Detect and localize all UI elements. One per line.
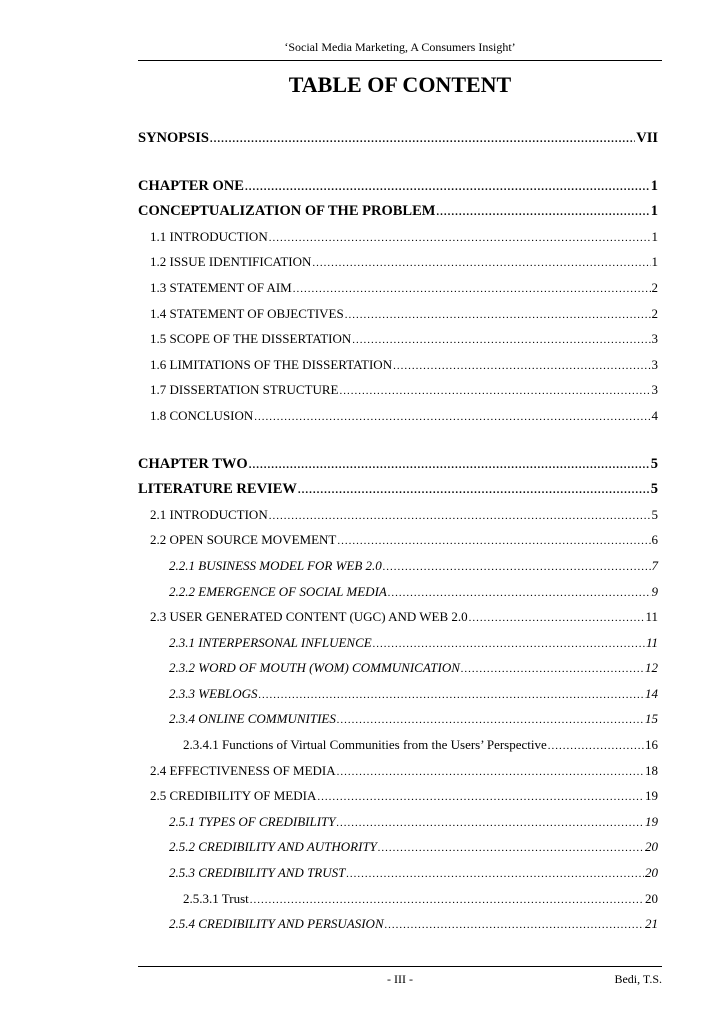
dot-leader: [378, 842, 644, 854]
dot-leader: [336, 817, 644, 829]
toc-entry-page: 9: [651, 583, 658, 599]
spacer: [138, 434, 658, 456]
toc-entry-page: 1: [650, 203, 658, 220]
toc-entry-label: LITERATURE REVIEW: [138, 481, 297, 498]
toc-entry-page: 5: [650, 455, 658, 472]
toc-entry-2-2-2[interactable]: [138, 584, 658, 610]
table-of-contents: [138, 130, 658, 942]
toc-entry-label: 1.4 STATEMENT OF OBJECTIVES: [150, 305, 344, 321]
toc-entry-page: VII: [636, 130, 658, 146]
toc-entry-label: 2.3.4 ONLINE COMMUNITIES: [169, 711, 336, 727]
toc-entry-2-1[interactable]: [138, 507, 658, 533]
toc-entry-page: 16: [645, 737, 658, 753]
toc-entry-label: 2.3.1 INTERPERSONAL INFLUENCE: [169, 634, 372, 650]
toc-entry-label: 1.5 SCOPE OF THE DISSERTATION: [150, 331, 352, 347]
toc-entry-page: 20: [645, 890, 658, 906]
dot-leader: [469, 612, 645, 624]
toc-entry-page: 4: [651, 407, 658, 423]
dot-leader: [461, 663, 644, 675]
running-header: ‘Social Media Marketing, A Consumers Insight’: [284, 40, 516, 54]
toc-entry-2-3-1[interactable]: [138, 635, 658, 661]
header-divider: [138, 60, 662, 61]
toc-entry-label: 2.5.3.1 Trust: [183, 890, 249, 906]
dot-leader: [249, 459, 650, 471]
toc-entry-2-3[interactable]: [138, 609, 658, 635]
toc-entry-2-5-4[interactable]: [138, 916, 658, 942]
toc-entry-2-3-3[interactable]: [138, 686, 658, 712]
page-number: - III -: [387, 972, 413, 986]
toc-entry-label: SYNOPSIS: [138, 130, 209, 146]
toc-entry-label: 2.3.3 WEBLOGS: [169, 685, 258, 701]
toc-entry-2-5-1[interactable]: [138, 814, 658, 840]
dot-leader: [383, 561, 651, 573]
toc-entry-page: 2: [651, 305, 658, 321]
toc-entry-label: CHAPTER ONE: [138, 177, 244, 194]
toc-entry-1-2[interactable]: [138, 254, 658, 280]
toc-entry-page: 1: [651, 254, 658, 270]
toc-entry-page: 1: [650, 177, 658, 194]
dot-leader: [340, 385, 651, 397]
toc-entry-1-6[interactable]: [138, 357, 658, 383]
toc-entry-label: 2.2.2 EMERGENCE OF SOCIAL MEDIA: [169, 583, 387, 599]
dot-leader: [298, 484, 650, 496]
toc-entry-label: 2.5.3 CREDIBILITY AND TRUST: [169, 865, 346, 881]
toc-entry-page: 20: [645, 865, 658, 881]
toc-entry-label: 2.2.1 BUSINESS MODEL FOR WEB 2.0: [169, 557, 382, 573]
dot-leader: [312, 257, 650, 269]
footer-author: Bedi, T.S.: [614, 972, 662, 986]
dot-leader: [210, 133, 635, 145]
toc-entry-2-5-3-1[interactable]: [138, 891, 658, 917]
toc-entry-page: 20: [645, 839, 658, 855]
toc-entry-label: 2.1 INTRODUCTION: [150, 506, 268, 522]
toc-entry-2-3-4-1[interactable]: [138, 737, 658, 763]
toc-entry-page: 5: [651, 506, 658, 522]
toc-entry-1-8[interactable]: [138, 408, 658, 434]
toc-entry-page: 5: [650, 481, 658, 498]
toc-entry-page: 11: [645, 634, 658, 650]
spacer: [138, 156, 658, 178]
dot-leader: [393, 360, 650, 372]
dot-leader: [258, 689, 644, 701]
toc-entry-2-2[interactable]: [138, 532, 658, 558]
page-title: TABLE OF CONTENT: [288, 72, 512, 97]
toc-entry-page: 12: [645, 660, 658, 676]
dot-leader: [317, 791, 644, 803]
toc-entry-label: 2.5.2 CREDIBILITY AND AUTHORITY: [169, 839, 377, 855]
toc-entry-page: 19: [645, 813, 658, 829]
toc-entry-conceptualization[interactable]: [138, 203, 658, 229]
toc-entry-label: 1.6 LIMITATIONS OF THE DISSERTATION: [150, 356, 393, 372]
toc-entry-label: 1.1 INTRODUCTION: [150, 228, 268, 244]
toc-entry-label: 1.8 CONCLUSION: [150, 407, 254, 423]
toc-entry-page: 21: [645, 916, 658, 932]
toc-entry-page: 3: [651, 331, 658, 347]
dot-leader: [269, 232, 651, 244]
dot-leader: [293, 283, 651, 295]
toc-entry-label: 2.4 EFFECTIVENESS OF MEDIA: [150, 762, 336, 778]
toc-entry-page: 15: [645, 711, 658, 727]
toc-entry-1-5[interactable]: [138, 331, 658, 357]
dot-leader: [337, 766, 644, 778]
dot-leader: [373, 638, 645, 650]
toc-entry-page: 3: [651, 382, 658, 398]
toc-entry-2-4[interactable]: [138, 763, 658, 789]
toc-entry-page: 19: [645, 788, 658, 804]
dot-leader: [254, 411, 650, 423]
dot-leader: [436, 206, 649, 218]
toc-entry-page: 18: [645, 762, 658, 778]
toc-entry-page: 11: [645, 609, 658, 625]
dot-leader: [337, 535, 650, 547]
toc-entry-page: 7: [651, 557, 658, 573]
dot-leader: [269, 510, 651, 522]
toc-entry-page: 1: [651, 228, 658, 244]
footer-divider: [138, 966, 662, 967]
dot-leader: [345, 309, 651, 321]
toc-entry-page: 2: [651, 279, 658, 295]
toc-entry-2-2-1[interactable]: [138, 558, 658, 584]
toc-entry-1-4[interactable]: [138, 306, 658, 332]
toc-entry-label: 2.3 USER GENERATED CONTENT (UGC) AND WEB 2.0: [150, 609, 468, 625]
toc-entry-label: 1.2 ISSUE IDENTIFICATION: [150, 254, 312, 270]
toc-entry-label: 1.7 DISSERTATION STRUCTURE: [150, 382, 339, 398]
toc-entry-2-5-2[interactable]: [138, 839, 658, 865]
toc-entry-literature-review[interactable]: [138, 481, 658, 507]
toc-entry-page: 14: [645, 685, 658, 701]
toc-entry-synopsis[interactable]: [138, 130, 658, 156]
dot-leader: [385, 919, 644, 931]
toc-entry-label: 2.5 CREDIBILITY OF MEDIA: [150, 788, 317, 804]
toc-entry-2-5-3[interactable]: [138, 865, 658, 891]
dot-leader: [352, 334, 650, 346]
dot-leader: [548, 740, 644, 752]
dot-leader: [245, 181, 650, 193]
dot-leader: [346, 868, 644, 880]
toc-entry-page: 3: [651, 356, 658, 372]
toc-entry-label: CONCEPTUALIZATION OF THE PROBLEM: [138, 203, 436, 220]
toc-entry-page: 6: [651, 532, 658, 548]
toc-entry-1-3[interactable]: [138, 280, 658, 306]
toc-entry-label: 2.5.4 CREDIBILITY AND PERSUASION: [169, 916, 384, 932]
toc-entry-2-3-4[interactable]: [138, 711, 658, 737]
dot-leader: [388, 587, 651, 599]
toc-entry-label: 2.3.4.1 Functions of Virtual Communities from the Users’ Perspective: [183, 737, 547, 753]
toc-entry-chapter-one[interactable]: [138, 178, 658, 204]
toc-entry-label: 2.3.2 WORD OF MOUTH (WOM) COMMUNICATION: [169, 660, 460, 676]
dot-leader: [250, 894, 644, 906]
toc-entry-2-3-2[interactable]: [138, 660, 658, 686]
toc-entry-label: 2.2 OPEN SOURCE MOVEMENT: [150, 532, 337, 548]
toc-entry-1-7[interactable]: [138, 382, 658, 408]
dot-leader: [337, 714, 644, 726]
toc-entry-1-1[interactable]: [138, 229, 658, 255]
toc-entry-chapter-two[interactable]: [138, 456, 658, 482]
toc-entry-2-5[interactable]: [138, 788, 658, 814]
toc-entry-label: 2.5.1 TYPES OF CREDIBILITY: [169, 813, 336, 829]
toc-entry-label: CHAPTER TWO: [138, 455, 248, 472]
toc-entry-label: 1.3 STATEMENT OF AIM: [150, 279, 292, 295]
